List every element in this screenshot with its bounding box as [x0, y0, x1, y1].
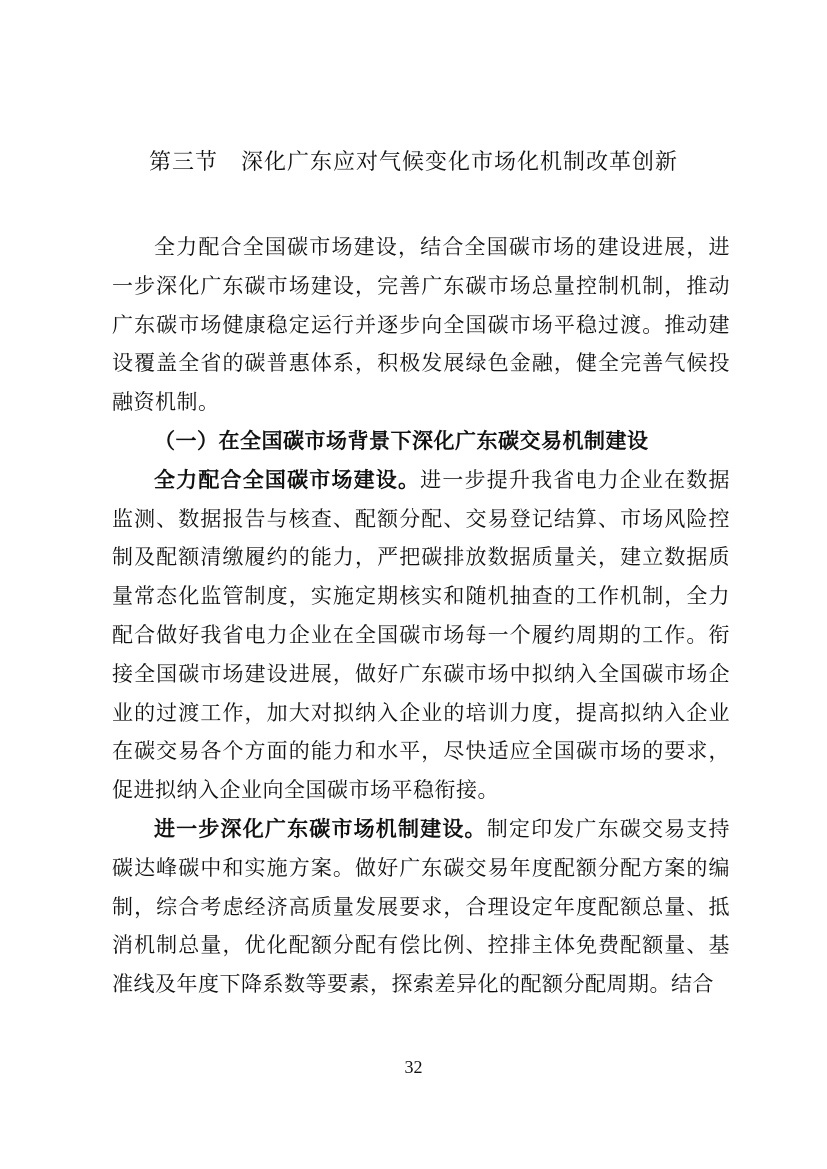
subheading-1: （一）在全国碳市场背景下深化广东碳交易机制建设	[154, 428, 649, 453]
paragraph-1-body: 进一步提升我省电力企业在数据监测、数据报告与核查、配额分配、交易登记结算、市场风险控制及配额清缴履约的能力，严把碳排放数据质量关，建立数据质量常态化监管制度，实施定期核实和随机抽查的工作机制，全力配合做好我省电力企业在全国碳市场每一个履约周期的工作。衔接全国碳市场建设进展，做好广东碳市场中拟纳入全国碳市场企业的过渡工作，加大对拟纳入企业的培训力度，提高拟纳入企业在碳交易各个方面的能力和水平，尽快适应全国碳市场的要求，促进拟纳入企业向全国碳市场平稳衔接。	[112, 467, 731, 803]
paragraph-2-lead: 进一步深化广东碳市场机制建设。	[154, 816, 487, 841]
intro-paragraph: 全力配合全国碳市场建设，结合全国碳市场的建设进展，进一步深化广东碳市场建设，完善广东碳市场总量控制机制，推动广东碳市场健康稳定运行并逐步向全国碳市场平稳过渡。推动建设覆盖全省的碳普惠体系，积极发展绿色金融，健全完善气候投融资机制。	[112, 235, 730, 415]
document-body	[112, 228, 730, 1004]
paragraph-1-lead: 全力配合全国碳市场建设。	[154, 467, 421, 492]
page-number: 32	[404, 1057, 423, 1077]
paragraph-2-body: 制定印发广东碳交易支持碳达峰碳中和实施方案。做好广东碳交易年度配额分配方案的编制，综合考虑经济高质量发展要求，合理设定年度配额总量、抵消机制总量，优化配额分配有偿比例、控排主体免费配额量、基准线及年度下降系数等要素，探索差异化的配额分配周期。结合	[112, 816, 731, 997]
paragraph-1	[112, 461, 730, 810]
paragraph-2	[112, 810, 730, 1004]
section-title: 第三节 深化广东应对气候变化市场化机制改革创新	[148, 150, 678, 175]
